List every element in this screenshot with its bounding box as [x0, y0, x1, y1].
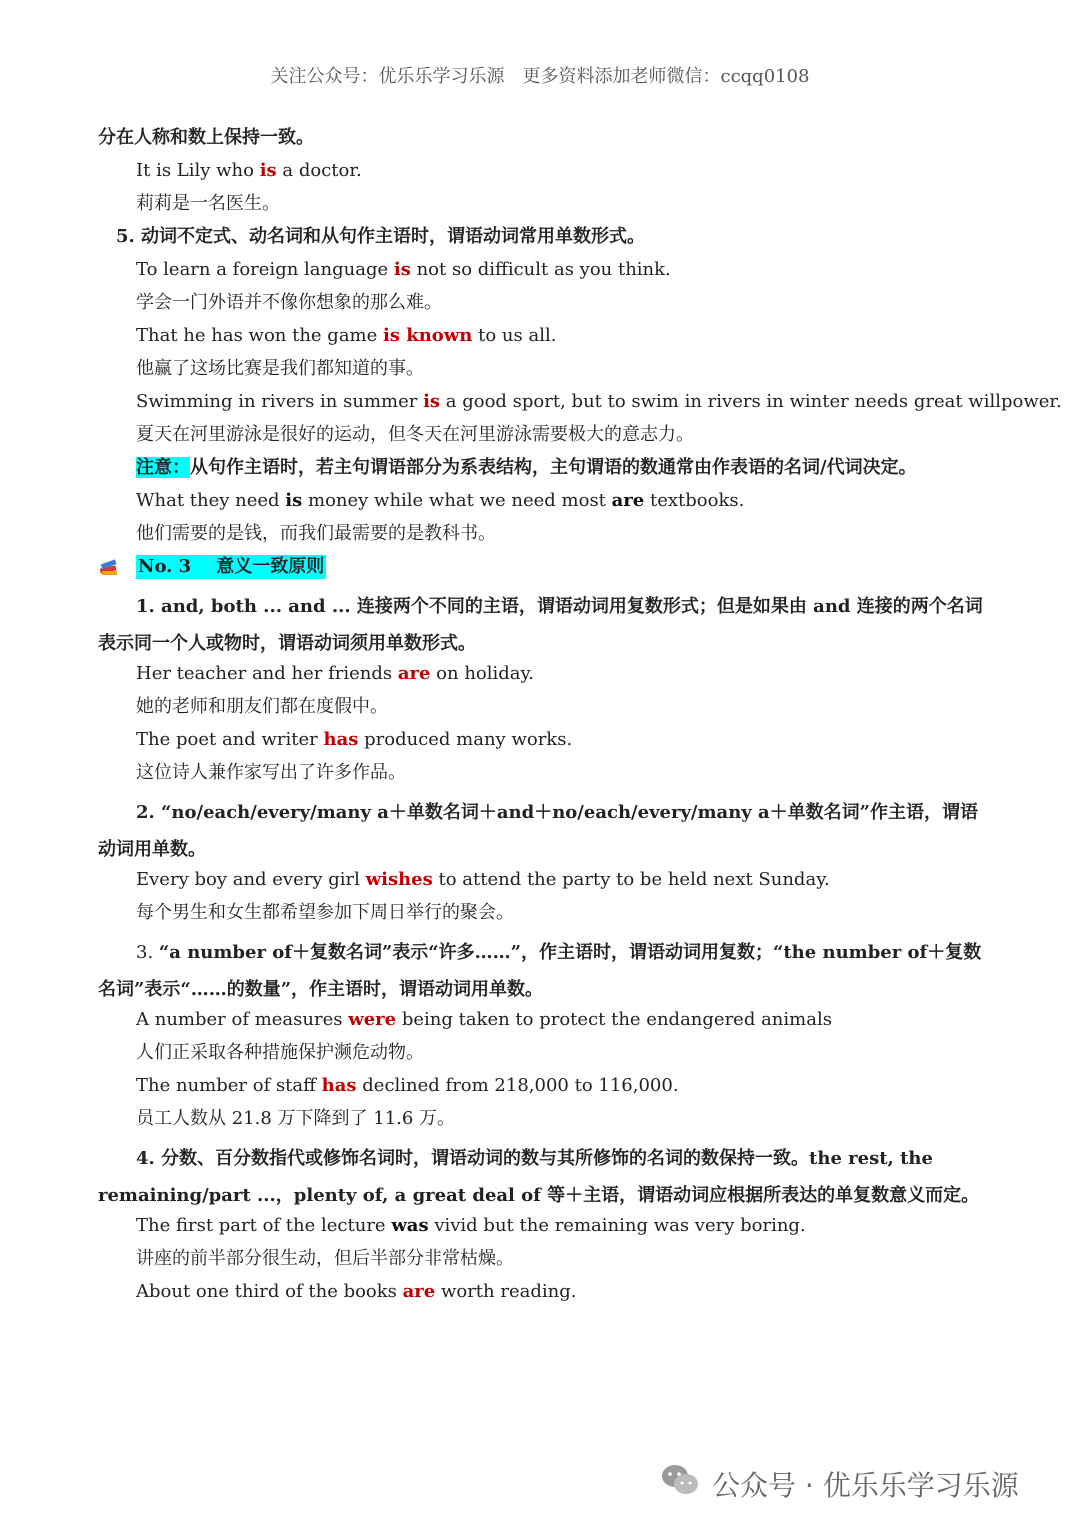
document-body — [98, 126, 1062, 1313]
example-sentence: Her teacher and her friends are on holiday. — [136, 663, 535, 684]
books-icon — [98, 555, 136, 579]
example-sentence: The poet and writer has produced many works. — [136, 729, 573, 750]
example-translation: 他们需要的是钱，而我们最需要的是教科书。 — [136, 523, 496, 544]
example-sentence: Swimming in rivers in summer is a good sport, but to swim in rivers in winter needs great willpower. — [136, 391, 1062, 412]
section-title: No. 3 意义一致原则 — [138, 556, 325, 577]
example-sentence: It is Lily who is a doctor. — [136, 160, 362, 181]
example-translation: 夏天在河里游泳是很好的运动，但冬天在河里游泳需要极大的意志力。 — [136, 424, 694, 445]
example-sentence: What they need is money while what we need most are textbooks. — [136, 490, 745, 511]
example-translation: 莉莉是一名医生。 — [136, 193, 280, 214]
example-translation: 这位诗人兼作家写出了许多作品。 — [136, 762, 406, 783]
example-sentence: Every boy and every girl wishes to attend the party to be held next Sunday. — [136, 869, 830, 890]
example-translation: 员工人数从 21.8 万下降到了 11.6 万。 — [136, 1108, 456, 1129]
example-sentence: The number of staff has declined from 218,000 to 116,000. — [136, 1075, 679, 1096]
rule-2: 2. “no/each/every/many a＋单数名词＋and＋no/each/every/many a＋单数名词”作主语，谓语动词用单数。 — [98, 802, 979, 860]
example-sentence: A number of measures were being taken to protect the endangered animals — [136, 1009, 832, 1030]
example-translation: 她的老师和朋友们都在度假中。 — [136, 696, 388, 717]
watermark — [660, 1463, 1019, 1504]
rule-5: 5. 动词不定式、动名词和从句作主语时，谓语动词常用单数形式。 — [116, 226, 646, 247]
example-translation: 他赢了这场比赛是我们都知道的事。 — [136, 358, 424, 379]
example-translation: 讲座的前半部分很生动，但后半部分非常枯燥。 — [136, 1248, 514, 1269]
example-sentence: About one third of the books are worth reading. — [136, 1281, 577, 1302]
example-sentence: The first part of the lecture was vivid but the remaining was very boring. — [136, 1215, 806, 1236]
wechat-icon — [660, 1463, 700, 1504]
example-translation: 人们正采取各种措施保护濒危动物。 — [136, 1042, 424, 1063]
example-translation: 每个男生和女生都希望参加下周日举行的聚会。 — [136, 902, 514, 923]
section-heading — [98, 555, 988, 579]
example-sentence: That he has won the game is known to us all. — [136, 325, 557, 346]
rule-3: 3. “a number of＋复数名词”表示“许多……”，作主语时，谓语动词用复数；“the number of＋复数名词”表示“……的数量”，作主语时，谓语动词用单数。 — [98, 942, 982, 1000]
example-translation: 学会一门外语并不像你想象的那么难。 — [136, 292, 442, 313]
continued-rule-text: 分在人称和数上保持一致。 — [98, 127, 314, 148]
rule-4: 4. 分数、百分数指代或修饰名词时，谓语动词的数与其所修饰的名词的数保持一致。the rest, the remaining/part ...，plenty of, a great deal of 等＋主语，谓语动词应根据所表达的单复数意义而定。 — [98, 1148, 980, 1206]
example-sentence: To learn a foreign language is not so difficult as you think. — [136, 259, 671, 280]
watermark-text: 公众号 · 优乐乐学习乐源 — [712, 1468, 1019, 1502]
page-header: 关注公众号：优乐乐学习乐源 更多资料添加老师微信：ccqq0108 — [270, 66, 810, 87]
note-label: 注意： — [136, 457, 190, 478]
rule-1: 1. and, both ... and ... 连接两个不同的主语，谓语动词用复数形式；但是如果由 and 连接的两个名词表示同一个人或物时，谓语动词须用单数形式。 — [98, 596, 983, 654]
note: 注意：从句作主语时，若主句谓语部分为系表结构，主句谓语的数通常由作表语的名词/代词决定。 — [136, 457, 917, 478]
